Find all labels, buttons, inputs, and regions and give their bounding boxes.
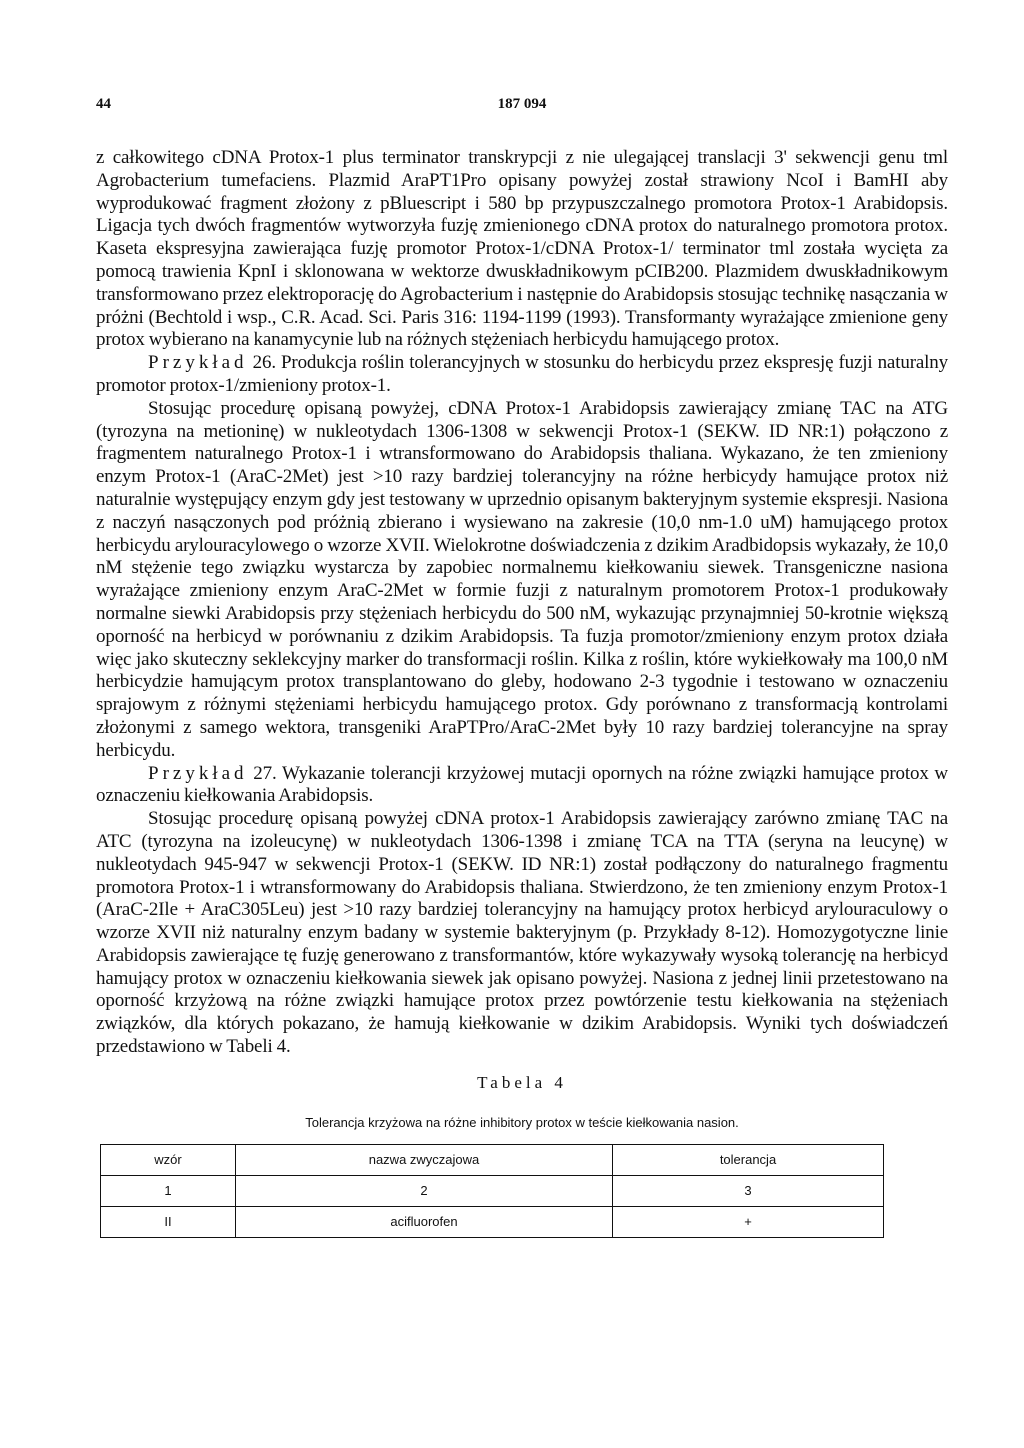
- example-27-heading: [96, 763, 948, 809]
- paragraph-2: Stosując procedurę opisaną powyżej, cDNA Protox-1 Arabidopsis zawierający zmianę TAC na ATG (tyrozyna na metioninę) w nukleotydach 1306-1308 w sekwencji Protox-1 (SEKW. ID NR:1) połączono z fragmentem naturalnego Protox-1 i wtransformowano do Arabidopsis thaliana. Wykazano, że ten zmieniony enzym Protox-1 (AraC-2Met) jest >10 razy bardziej tolerancyjny na różne herbicydy hamujące protox niż naturalnie występujący enzym gdy jest testowany w uprzednio opisanym bakteryjnym systemie ekspresji. Nasiona z naczyń nasączonych pod próżnią zbierano i wysiewano na zakresie (10,0 nm-1.0 uM) hamującego protox herbicydu arylouracylowego o wzorze XVII. Wielokrotne doświadczenia z dzikim Aradbidopsis wykazały, że 10,0 nM stężenie tego związku wystarcza by zapobiec normalnemu kiełkowaniu siewek. Transgeniczne nasiona wyrażające zmieniony enzym AraC-2Met w formie fuzji z naturalnym promotorem Protox-1 produkowały normalne siewki Arabidopsis przy stężeniach herbicydu do 500 nM, wykazując przynajmniej 50-krotnie większą oporność na herbicyd w porównaniu z dzikim Arabidopsis. Ta fuzja promotor/zmieniony enzym protox działa więc jako skuteczny seklekcyjny marker do transformacji roślin. Kilka z roślin, które wykiełkowały ma 100,0 nM herbicydzie hamującym protox transplantowano do gleby, hodowano 2-3 tygodnie i testowano w oznaczeniu sprajowym z różnymi stężeniami herbicydu hamującego protox. Gdy porównano z transformacją kontrolami złożonymi z samego wektora, transgeniki AraPTPro/AraC-2Met były 10 razy bardziej tolerancyjne na spray herbicydu.: [96, 397, 948, 761]
- tolerance-table: [100, 1144, 884, 1238]
- header-cell-tolerance: tolerancja: [613, 1144, 884, 1175]
- example-26-label: Przykład: [148, 352, 248, 374]
- paragraph-1: z całkowitego cDNA Protox-1 plus terminator transkrypcji z nie ulegającej translacji 3' sekwencji genu tml Agrobacterium tumefaciens. Plazmid AraPT1Pro opisany powyżej został strawiony NcoI i BamHI aby wyprodukować fragment złożony z pBluescript i 580 bp przypuszczalnego promotora Protox-1 Arabidopsis. Ligacja tych dwóch fragmentów wytworzyła fuzję zmienionego cDNA protox do naturalnego promotora protox. Kaseta ekspresyjna zawierająca fuzję promotor Protox-1/cDNA Protox-1/ terminator tml została wycięta za pomocą trawienia KpnI i sklonowana w wektorze dwuskładnikowym pCIB200. Plazmidem dwuskładnikowym transformowano przez elektroporację do Agrobacterium i następnie do Arabidopsis stosując technikę nasączania w próżni (Bechtold i wsp., C.R. Acad. Sci. Paris 316: 1194-1199 (1993). Transformanty wyrażające zmienione geny protox wybierano na kanamycynie lub na różnych stężeniach herbicydu hamującego protox.: [96, 147, 948, 351]
- table-row: [101, 1206, 884, 1237]
- number-cell: 2: [236, 1175, 613, 1206]
- document-body: [96, 147, 948, 1238]
- page-number: 44: [96, 96, 111, 112]
- number-cell: 3: [613, 1175, 884, 1206]
- example-27-label: Przykład: [148, 762, 248, 784]
- example-27-title: 27. Wykazanie tolerancji krzyżowej mutacji opornych na różne związki hamujące protox w oznaczeniu kiełkowania Arabidopsis.: [96, 762, 948, 807]
- header-cell-common-name: nazwa zwyczajowa: [236, 1144, 613, 1175]
- table-cell-tolerance: +: [613, 1206, 884, 1237]
- table-cell-formula: II: [101, 1206, 236, 1237]
- table-header-row: [101, 1144, 884, 1175]
- table-number-row: [101, 1175, 884, 1206]
- patent-number: 187 094: [497, 96, 547, 112]
- table-cell-common-name: acifluorofen: [236, 1206, 613, 1237]
- number-cell: 1: [101, 1175, 236, 1206]
- page-header: [96, 96, 948, 116]
- table-caption: Tolerancja krzyżowa na różne inhibitory protox w teście kiełkowania nasion.: [305, 1114, 739, 1130]
- example-26-title: 26. Produkcja roślin tolerancyjnych w stosunku do herbicydu przez ekspresję fuzji naturalny promotor protox-1/zmieniony protox-1.: [96, 352, 948, 396]
- paragraph-3: Stosując procedurę opisaną powyżej cDNA protox-1 Arabidopsis zawierający zarówno zmianę TAC na ATC (tyrozyna na izoleucynę) w nukleotydach 1306-1398 i zmianę TCA na TTA (seryna na leucynę) w nukleotydach 945-947 w sekwencji Protox-1 (SEKW. ID NR:1) został podłączony do naturalnego fragmentu promotora Protox-1 i wtransformowany do Arabidopsis thaliana. Stwierdzono, że ten zmieniony enzym Protox-1 (AraC-2Ile + AraC305Leu) jest >10 razy bardziej tolerancyjny na hamujący protox herbicyd arylouraculowy o wzorze XVII niż naturalny enzym badany w systemie bakteryjnym (p. Przykłady 8-12). Homozygotyczne linie Arabidopsis zawierające tę fuzję generowano z transformantów, które wykazywały wysoką tolerancję na herbicyd hamujący protox w oznaczeniu kiełkowania siewek jak opisano powyżej. Nasiona z jednej linii przetestowano na oporność krzyżową na różne związki hamujące protox przez powtórzenie testu kiełkowania na stężeniach związków, dla których pokazano, że hamują kiełkowanie w dzikim Arabidopsis. Wyniki tych doświadczeń przedstawiono w Tabeli 4.: [96, 808, 948, 1058]
- header-cell-formula: wzór: [101, 1144, 236, 1175]
- example-26-heading: [96, 352, 948, 398]
- table-title: Tabela 4: [477, 1072, 567, 1092]
